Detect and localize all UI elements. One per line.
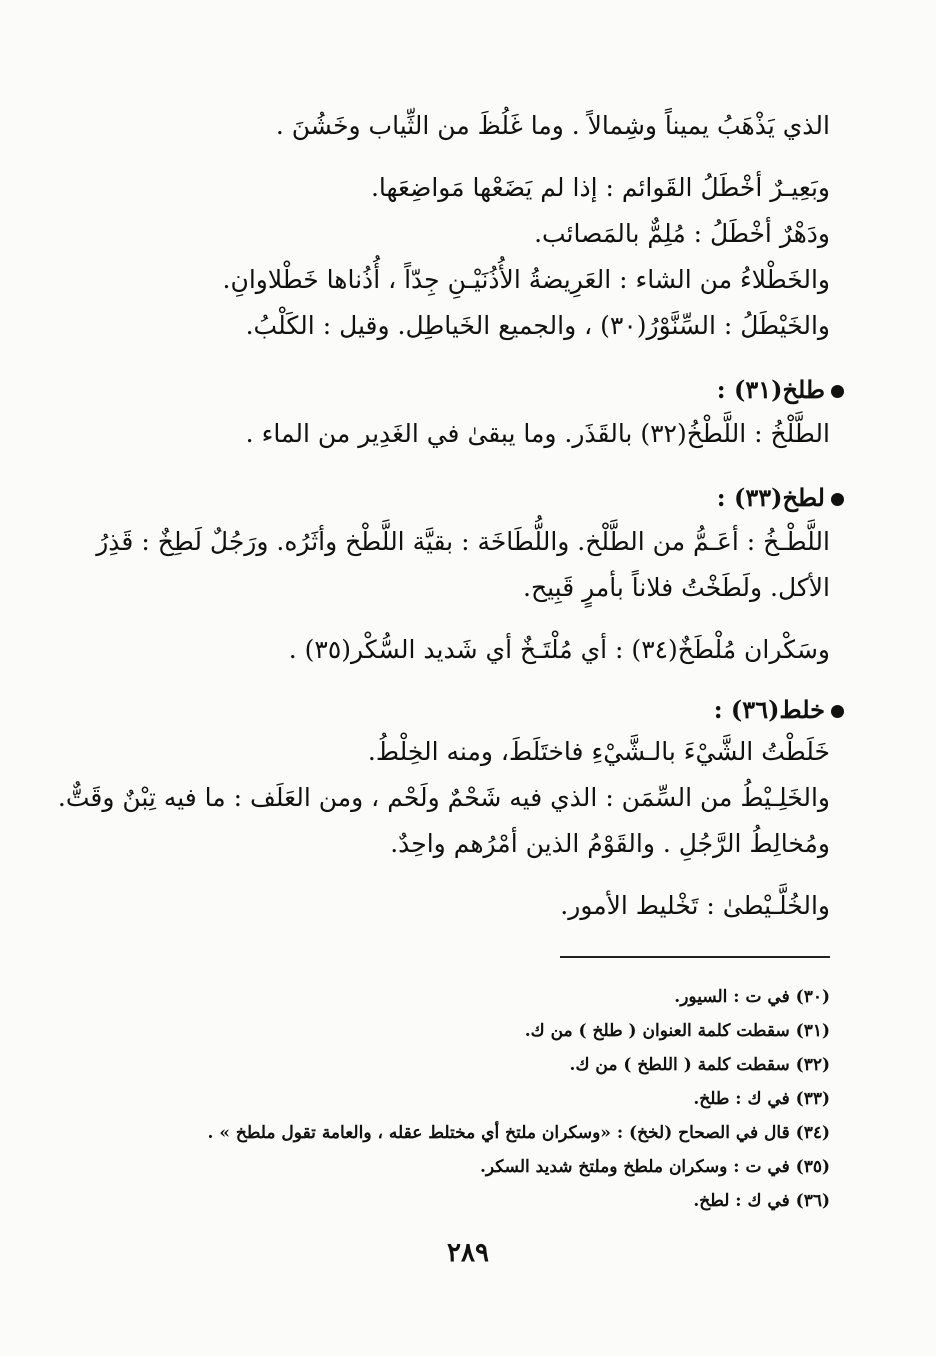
bullet-icon (831, 705, 844, 718)
footnote: (٣٦) في ك : لطخ. (693, 1191, 830, 1211)
footnote-divider (560, 956, 830, 958)
page-number: ٢٨٩ (447, 1238, 489, 1268)
text-line: الذي يَذْهَبُ يميناً وشِمالاً . وما غَلُظَ من الثِّياب وخَشُنَ . (275, 111, 830, 140)
text-line: ومُخالِطُ الرَّجُلِ . والقَوْمُ الذين أمْرُهم واحِدٌ. (390, 829, 830, 858)
entry-heading (60, 690, 844, 730)
text-line: والخَطْلاءُ من الشاء : العَرِيضةُ الأُذُنَيْـنِ جِدّاً ، أُذُناها خَطْلاوانِ. (222, 265, 830, 294)
text-line: والخَلِـيْطُ من السِّمَن : الذي فيه شَحْمٌ ولَحْم ، ومن العَلَف : ما فيه تِبْنٌ وقَتٌّ. (57, 783, 830, 812)
text-line: اللَّطْـخُ : أعَـمُّ من الطَّلْخ. واللُّطَاخَة : بقيَّة اللَّطْخ وأثَرُه. ورَجُلٌ لَطِخٌ : قَذِرُ (96, 527, 830, 556)
entry-heading-label: خلط(٣٦) : (713, 695, 825, 724)
footnote: (٣٢) سقطت كلمة ( اللطخ ) من ك. (569, 1055, 830, 1075)
footnote: (٣٤) قال في الصحاح (لخخ) : «وسكران ملتخ أي مختلط عقله ، والعامة تقول ملطخ » . (207, 1123, 830, 1143)
text-line: وبَعِيـرٌ أخْطَلُ القَوائم : إذا لم يَضَعْها مَواضِعَها. (370, 173, 830, 202)
bullet-icon (831, 493, 844, 506)
text-line: وسَكْران مُلْطَخٌ(٣٤) : أي مُلْتَـخٌ أي شَديد السُّكْر(٣٥) . (288, 635, 830, 664)
text-line: الطَّلْخُ : اللَّطْخُ(٣٢) بالقَذَر. وما يبقىٰ في الغَدِير من الماء . (245, 419, 830, 448)
text-line: ودَهْرٌ أخْطَلُ : مُلِمٌّ بالمَصائب. (534, 219, 830, 248)
text-line: الأكل. ولَطَخْتُ فلاناً بأمرٍ قَبِيح. (523, 573, 830, 602)
footnote: (٣٣) في ك : طلخ. (693, 1089, 830, 1109)
footnote: (٣٥) في ت : وسكران ملطخ وملتخ شديد السكر. (480, 1157, 830, 1177)
text-line: والخَيْطَلُ : السِّنَّوْرُ(٣٠) ، والجميع الخَياطِل. وقيل : الكَلْبُ. (245, 311, 830, 340)
text-line: خَلَطْتُ الشَّيْءَ بالـشَّيْءِ فاختَلَطَ، ومنه الخِلْطُ. (367, 737, 830, 766)
entry-heading-label: لطخ(٣٣) : (716, 483, 825, 512)
entry-heading (60, 478, 844, 518)
footnote: (٣١) سقطت كلمة العنوان ( طلخ ) من ك. (524, 1021, 830, 1041)
text-line: والخُلَّـيْطىٰ : تَخْليط الأمور. (560, 891, 830, 920)
footnote: (٣٠) في ت : السيور. (674, 987, 830, 1007)
entry-heading (60, 370, 844, 410)
entry-heading-label: طلخ(٣١) : (716, 375, 825, 404)
bullet-icon (831, 385, 844, 398)
